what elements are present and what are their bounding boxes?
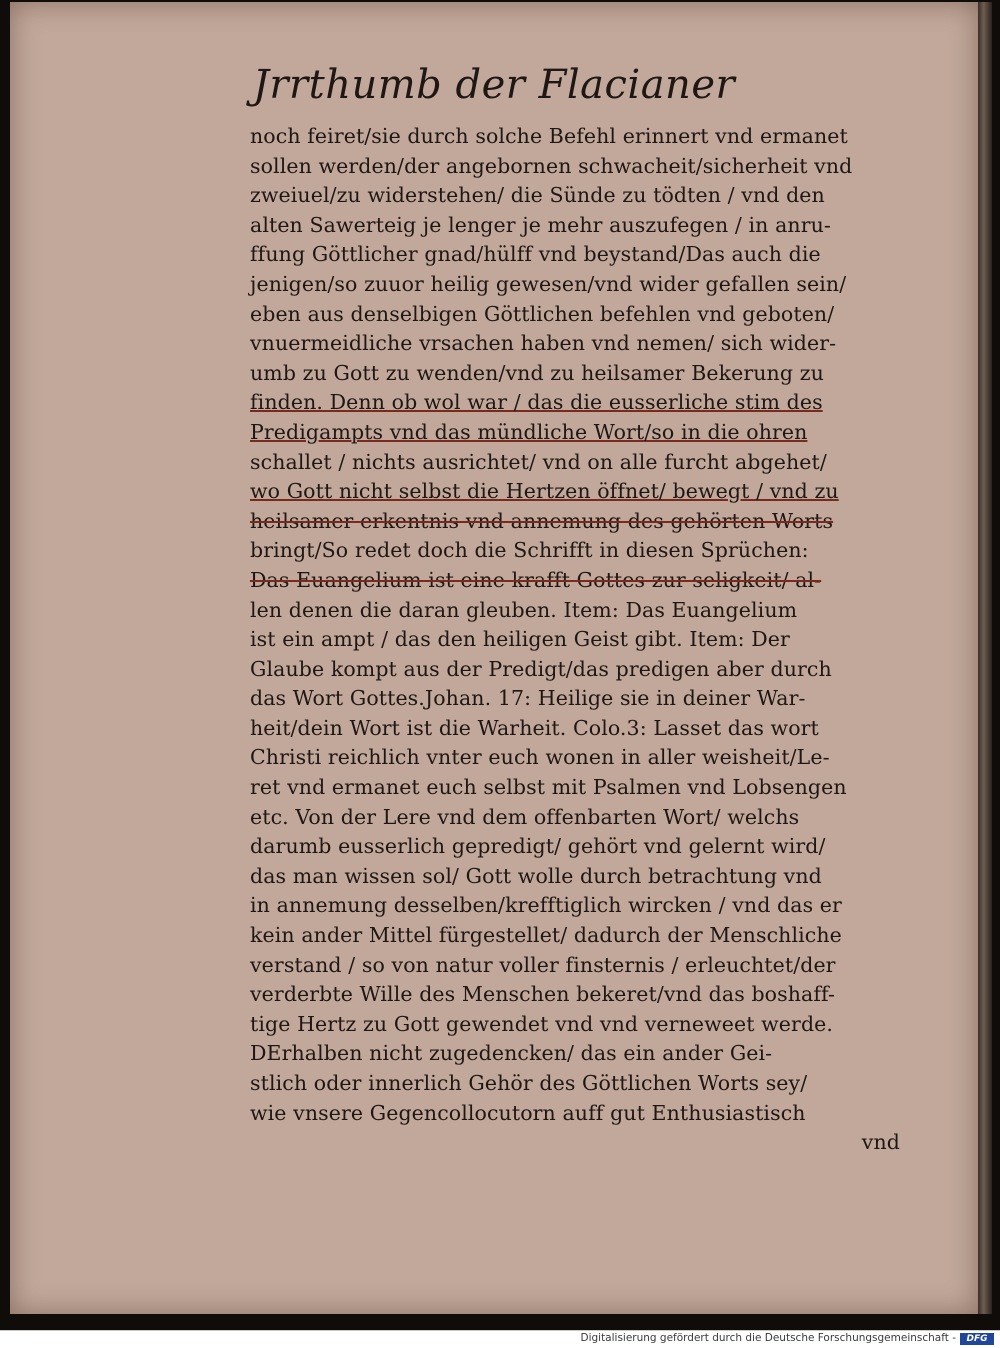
text-line: etc. Von der Lere vnd dem offenbarten Wort/ welchs: [250, 804, 800, 829]
text-line-underlined: Predigampts vnd das mündliche Wort/so in die ohren: [250, 419, 808, 444]
text-line: noch feiret/sie durch solche Befehl erinnert vnd ermanet: [250, 124, 848, 148]
catchword: vnd: [861, 1130, 900, 1155]
running-header: Jrrthumb der Flacianer: [252, 62, 736, 108]
text-line: ret vnd ermanet euch selbst mit Psalmen vnd Lobsengen: [250, 775, 847, 800]
text-line: ffung Göttlicher gnad/hülff vnd beystand/Das auch die: [250, 242, 821, 267]
text-line: ist ein ampt / das den heiligen Geist gibt. Item: Der: [250, 627, 790, 652]
text-line: verstand / so von natur voller finsternis / erleuchtet/der: [250, 952, 836, 977]
text-line: kein ander Mittel fürgestellet/ dadurch der Menschliche: [250, 923, 842, 948]
text-line-struck: heilsamer erkentnis vnd annemung des gehörten Worts: [250, 508, 834, 533]
text-line-underlined: finden. Denn ob wol war / das die eusserliche stim des: [250, 390, 823, 415]
text-line: verderbte Wille des Menschen bekeret/vnd das boshaff-: [250, 982, 836, 1007]
page-body: [250, 122, 900, 1158]
text-line-struck: Das Euangelium ist eine krafft Gottes zur seligkeit/ al-: [250, 567, 822, 592]
text-line: vnuermeidliche vrsachen haben vnd nemen/ sich wider-: [250, 331, 837, 356]
footer-bar: [0, 1330, 1000, 1348]
text-line: jenigen/so zuuor heilig gewesen/vnd wider gefallen sein/: [250, 271, 847, 296]
text-line: eben aus denselbigen Göttlichen befehlen vnd geboten/: [250, 301, 835, 326]
text-line: len denen die daran gleuben. Item: Das Euangelium: [250, 597, 798, 622]
text-line-underlined: wo Gott nicht selbst die Hertzen öffnet/ bewegt / vnd zu: [250, 479, 839, 504]
text-line: stlich oder innerlich Gehör des Göttlichen Worts sey/: [250, 1071, 808, 1095]
text-line: alten Sawerteig je lenger je mehr auszufegen / in anru-: [250, 212, 831, 237]
text-line: tige Hertz zu Gott gewendet vnd vnd verneweet werde.: [250, 1011, 834, 1036]
text-line: sollen werden/der angebornen schwacheit/sicherheit vnd: [250, 153, 853, 178]
book-page: [10, 2, 978, 1314]
text-line: Glaube kompt aus der Predigt/das predigen aber durch: [250, 656, 832, 681]
text-line: schallet / nichts ausrichtet/ vnd on alle furcht abgehet/: [250, 449, 827, 474]
funding-credit: Digitalisierung gefördert durch die Deutsche Forschungsgemeinschaft -: [580, 1332, 956, 1344]
text-line: Christi reichlich vnter euch wonen in aller weisheit/Le-: [250, 745, 830, 770]
text-line: heit/dein Wort ist die Warheit. Colo.3: Lasset das wort: [250, 715, 819, 740]
text-line: darumb eusserlich gepredigt/ gehört vnd gelernt wird/: [250, 834, 826, 859]
text-line: in annemung desselben/krefftiglich wircken / vnd das er: [250, 893, 842, 918]
text-line: das man wissen sol/ Gott wolle durch betrachtung vnd: [250, 863, 822, 888]
text-line: DErhalben nicht zugedencken/ das ein ander Gei-: [250, 1041, 773, 1066]
page-edge: [978, 2, 992, 1314]
text-line: wie vnsere Gegencollocutorn auff gut Enthusiastisch: [250, 1100, 806, 1125]
text-line: zweiuel/zu widerstehen/ die Sünde zu tödten / vnd den: [250, 183, 825, 208]
dfg-logo: DFG: [960, 1333, 994, 1345]
text-line: umb zu Gott zu wenden/vnd zu heilsamer Bekerung zu: [250, 360, 824, 385]
text-line: das Wort Gottes.Johan. 17: Heilige sie in deiner War-: [250, 686, 806, 711]
text-line: bringt/So redet doch die Schrifft in diesen Sprüchen:: [250, 538, 809, 563]
